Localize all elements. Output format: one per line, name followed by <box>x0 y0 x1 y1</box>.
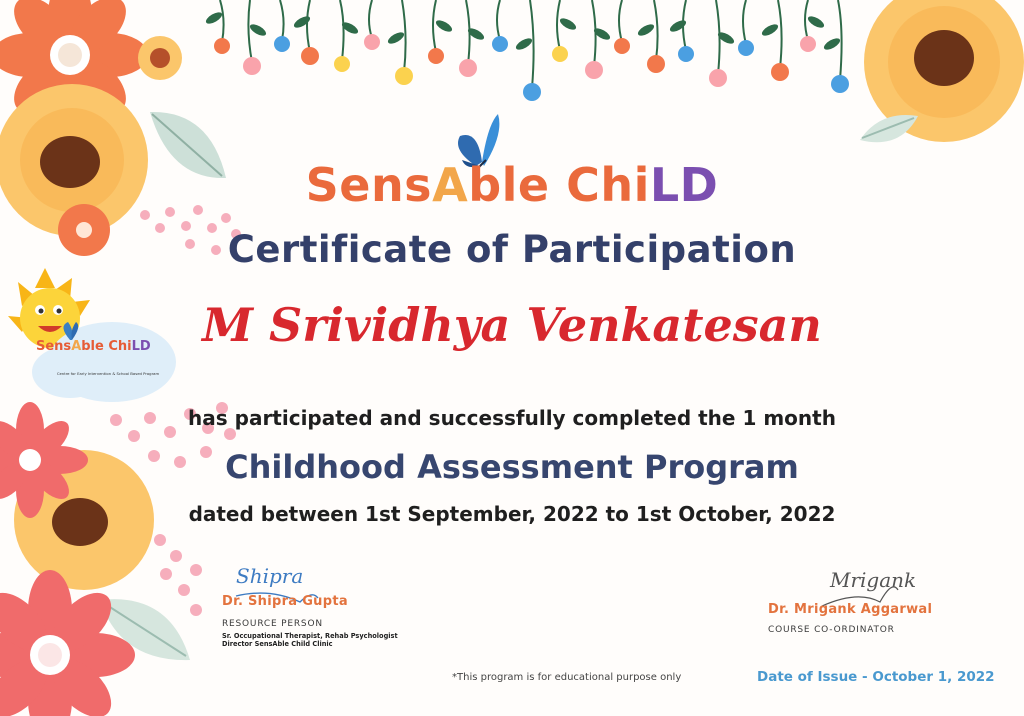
signatory-right-name: Dr. Mrigank Aggarwal <box>768 602 933 617</box>
signatory-left-credential-2: Director SensAble Child Clinic <box>222 640 333 648</box>
brand-part-a: A <box>432 158 469 212</box>
brand-logo <box>0 158 1024 212</box>
signatory-left-name: Dr. Shipra Gupta <box>222 594 348 609</box>
recipient-name: M Srividhya Venkatesan <box>202 298 822 352</box>
signatory-left <box>222 566 462 648</box>
signature-left: Shipra <box>236 564 304 588</box>
mini-logo-part-sens: Sens <box>36 339 72 354</box>
mini-logo-part-ld: LD <box>131 339 151 354</box>
berry-sprig-lower <box>154 534 202 616</box>
issue-date: Date of Issue - October 1, 2022 <box>757 669 995 685</box>
flower-bottom-left <box>0 570 135 716</box>
program-dates: dated between 1st September, 2022 to 1st October, 2022 <box>188 502 836 526</box>
brand-part-ble-chi: ble Chi <box>468 158 650 212</box>
mini-logo-part-a: A <box>71 339 82 354</box>
signatory-right <box>768 568 988 635</box>
brand-part-sens: Sens <box>305 158 433 212</box>
program-name: Childhood Assessment Program <box>225 448 799 486</box>
signatory-left-role: RESOURCE PERSON <box>222 619 323 629</box>
signatory-left-credential-1: Sr. Occupational Therapist, Rehab Psychologist <box>222 632 398 640</box>
completion-statement: has participated and successfully completed the 1 month <box>188 406 836 430</box>
disclaimer-note: *This program is for educational purpose only <box>452 672 682 683</box>
flower-top-right <box>860 0 1024 142</box>
certificate-title: Certificate of Participation <box>227 228 797 271</box>
mini-logo-tagline: Centre for Early Intervention & School Based Program <box>56 371 160 376</box>
brand-part-ld: LD <box>649 158 719 212</box>
signatory-right-role: COURSE CO-ORDINATOR <box>768 625 895 635</box>
hanging-flower-vines <box>204 0 849 101</box>
signature-right: Mrigank <box>830 568 917 592</box>
mini-logo-part-ble-chi: ble Chi <box>81 339 132 354</box>
